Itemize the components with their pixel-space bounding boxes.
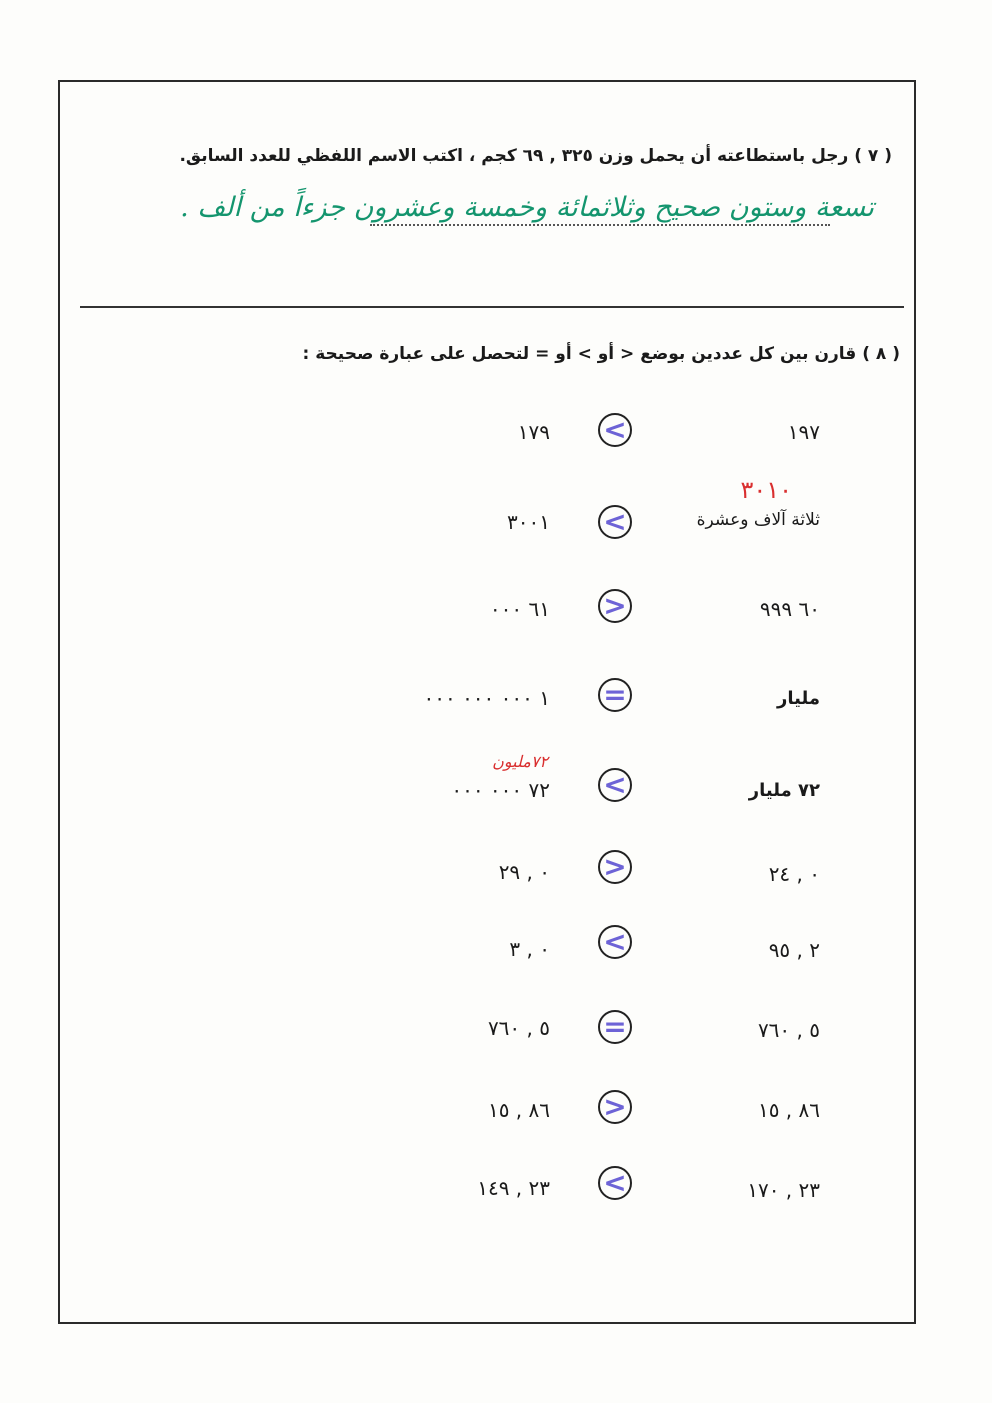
row-8-left-value: ٥ , ٧٦٠ xyxy=(487,1016,550,1040)
row-3-right-value: ٦٠ ٩٩٩ xyxy=(759,597,820,621)
row-10-comparison-circle[interactable]: < xyxy=(598,1166,632,1200)
question-7-handwritten-answer: تسعة وستون صحيح وثلاثمائة وخمسة وعشرون جزءاً من ألف . xyxy=(180,192,874,223)
question-7-text: ( ٧ ) رجل باستطاعته أن يحمل وزن ٣٢٥ , ٦٩ كجم ، اكتب الاسم اللفظي للعدد السابق. xyxy=(179,146,892,166)
row-8-comparison-circle[interactable]: = xyxy=(598,1010,632,1044)
row-2-comparison-circle[interactable]: < xyxy=(598,505,632,539)
row-6-comparison-circle[interactable]: > xyxy=(598,850,632,884)
row-4-right-value: مليار xyxy=(777,688,820,709)
row-7-right-value: ٢ , ٩٥ xyxy=(768,938,820,962)
row-10-left-value: ٢٣ , ١٤٩ xyxy=(477,1176,550,1200)
row-9-comparison-circle[interactable]: > xyxy=(598,1090,632,1124)
row-6-left-value: ٠ , ٢٩ xyxy=(498,860,550,884)
row-4-left-value: ١ ٠٠٠ ٠٠٠ ٠٠٠ xyxy=(423,686,550,710)
row-9-right-value: ٨٦ , ١٥ xyxy=(757,1098,820,1122)
row-4-comparison-circle[interactable]: = xyxy=(598,678,632,712)
row-7-comparison-circle[interactable]: < xyxy=(598,925,632,959)
row-1-right-value: ١٩٧ xyxy=(787,420,820,444)
row-5-comparison-circle[interactable]: < xyxy=(598,768,632,802)
row-2-correction-note: ٣٠١٠ xyxy=(740,476,792,504)
row-10-right-value: ٢٣ , ١٧٠ xyxy=(747,1178,820,1202)
row-6-right-value: ٠ , ٢٤ xyxy=(768,862,820,886)
row-2-right-value: ثلاثة آلاف وعشرة xyxy=(696,510,820,530)
row-7-left-value: ٠ , ٣ xyxy=(509,937,550,961)
row-3-left-value: ٦١ ٠٠٠ xyxy=(489,597,550,621)
answer-dotted-line xyxy=(370,224,830,226)
row-8-right-value: ٥ , ٧٦٠ xyxy=(757,1018,820,1042)
row-5-correction-note: ٧٢مليون xyxy=(492,752,548,771)
row-1-comparison-circle[interactable]: < xyxy=(598,413,632,447)
row-5-right-value: ٧٢ مليار xyxy=(748,780,820,801)
row-9-left-value: ٨٦ , ١٥ xyxy=(487,1098,550,1122)
row-5-left-value: ٧٢ ٠٠٠ ٠٠٠ xyxy=(451,778,550,802)
row-2-left-value: ٣٠٠١ xyxy=(507,510,550,534)
section-divider xyxy=(80,306,904,308)
row-3-comparison-circle[interactable]: > xyxy=(598,589,632,623)
row-1-left-value: ١٧٩ xyxy=(517,420,550,444)
question-8-text: ( ٨ ) قارن بين كل عددين بوضع < أو > أو = لتحصل على عبارة صحيحة : xyxy=(302,344,900,364)
